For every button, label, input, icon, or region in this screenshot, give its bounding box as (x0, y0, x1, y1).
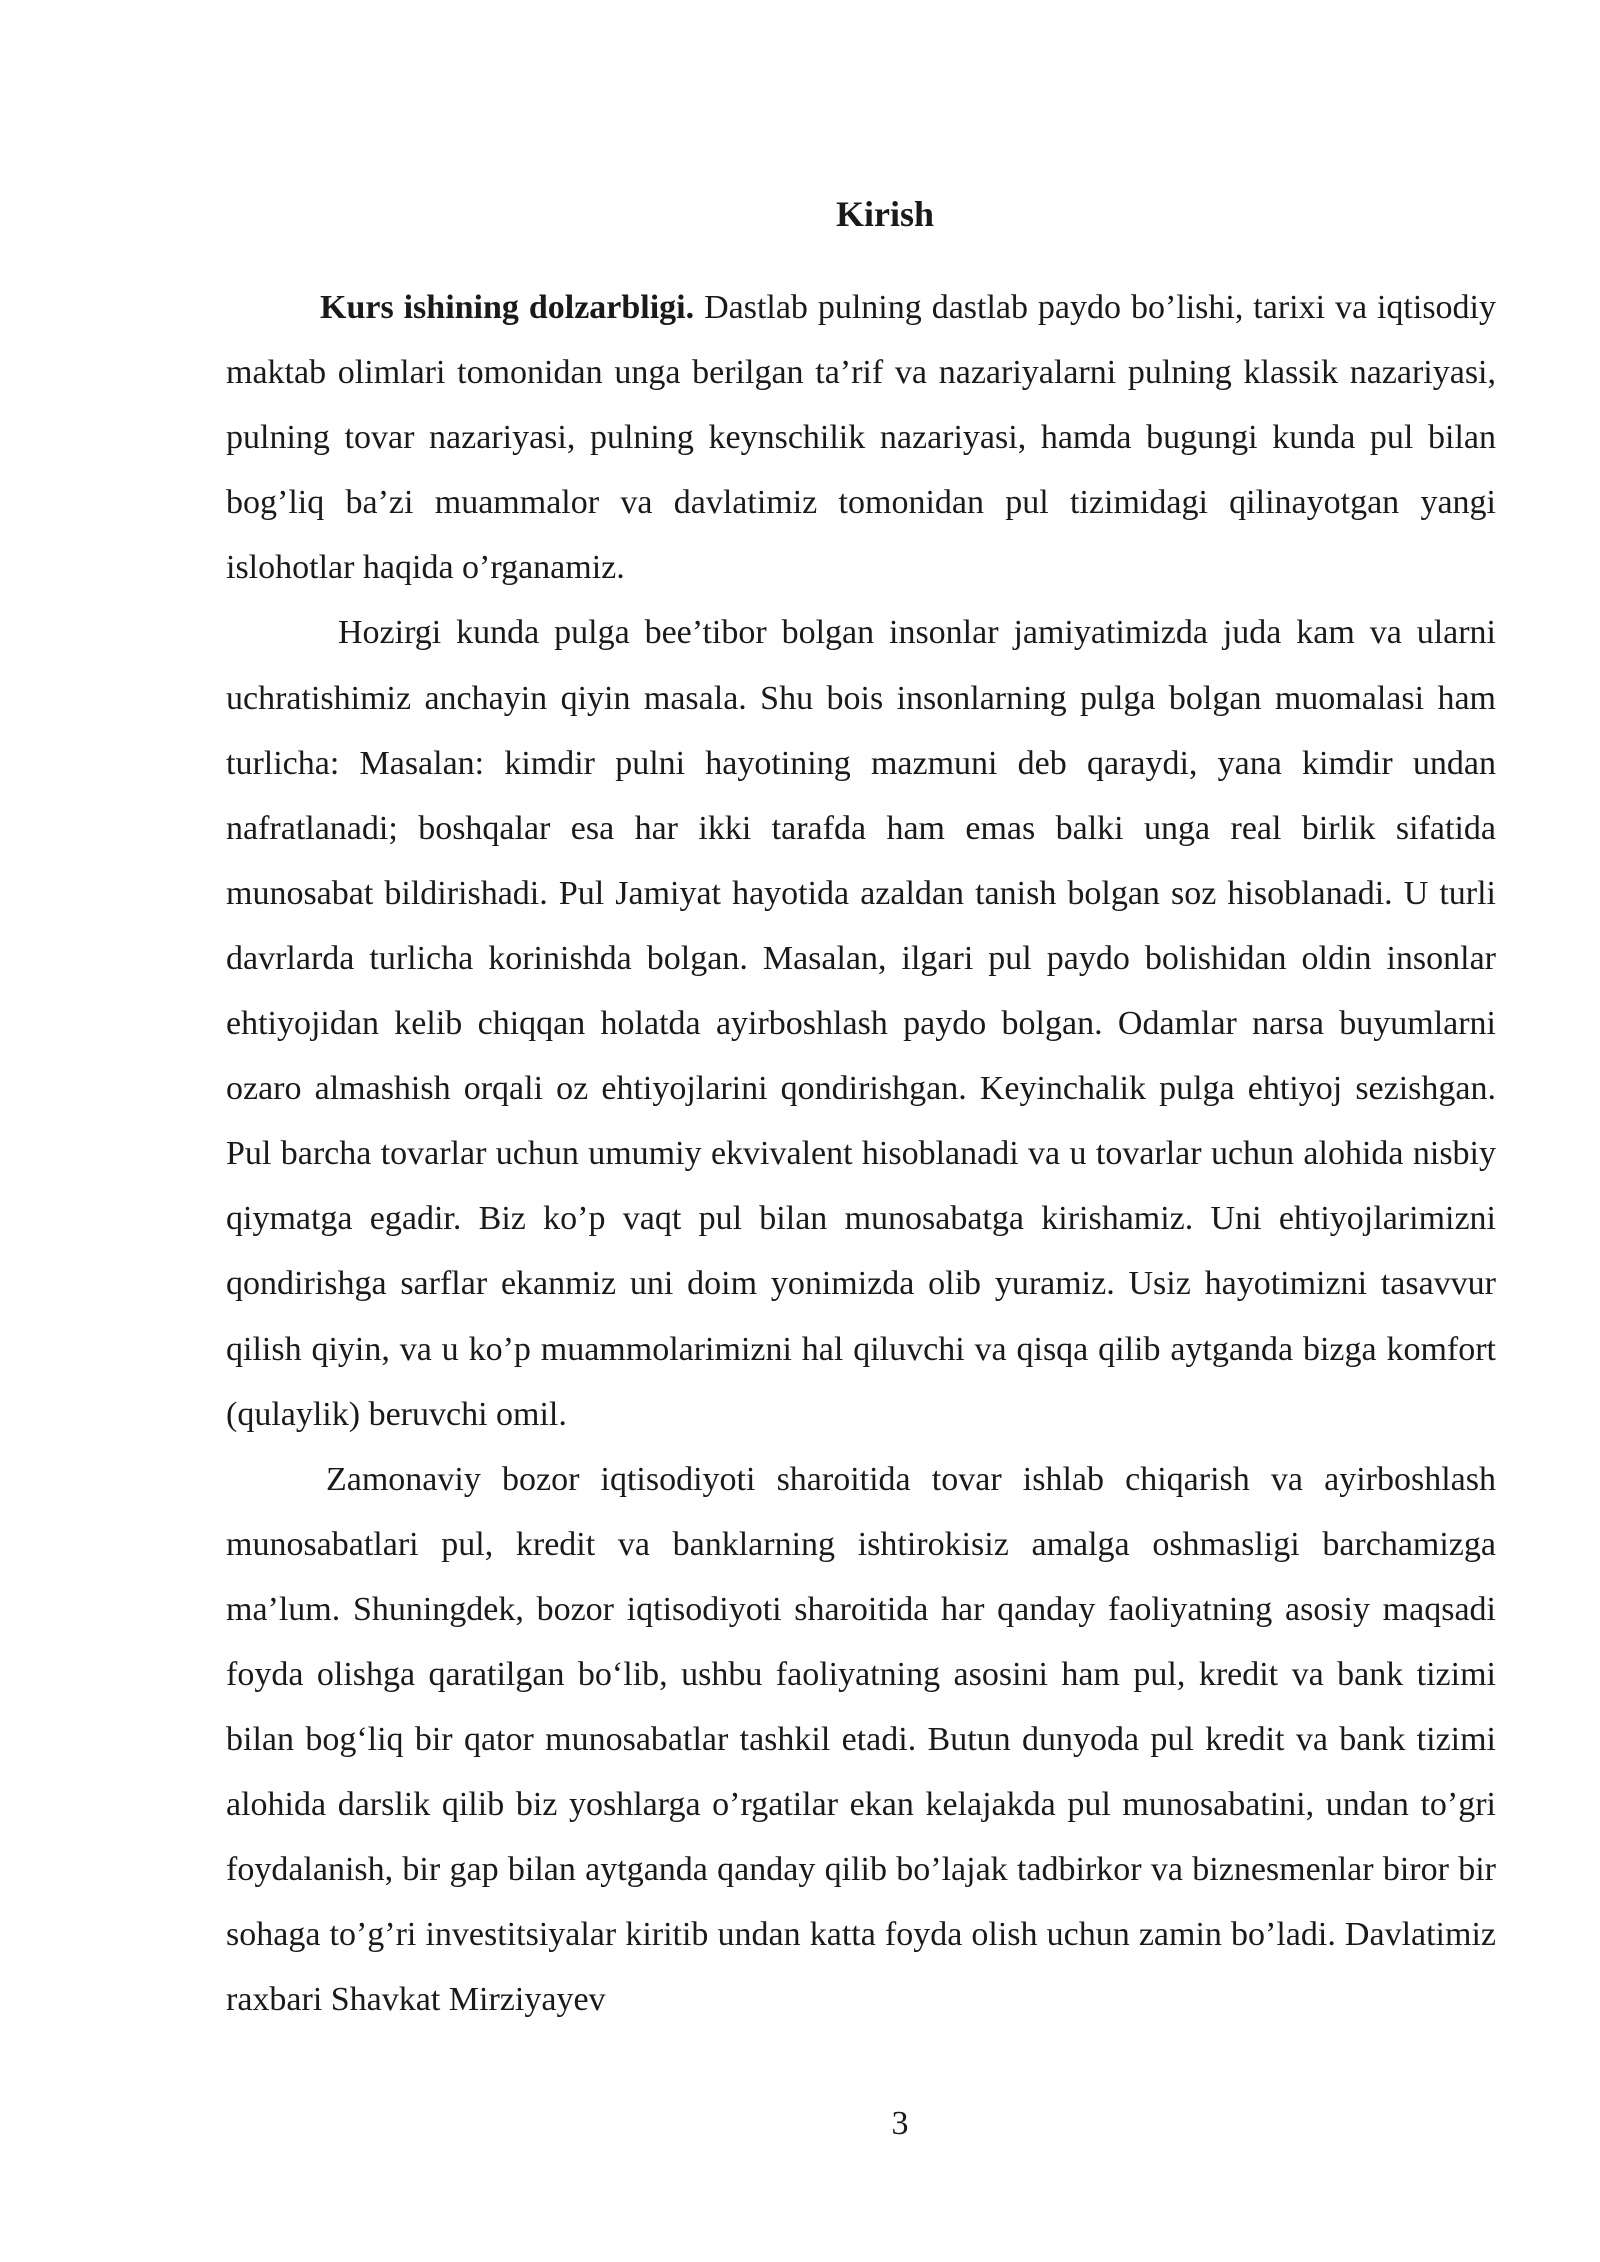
paragraph-2: Hozirgi kunda pulga bee’tibor bolgan insonlar jamiyatimizda juda kam va ularni uchratishimiz anchayin qiyin masala. Shu bois insonlarning pulga bolgan muomalasi ham turlicha: Masalan: kimdir pulni hayotining mazmuni deb qaraydi, yana kimdir undan nafratlanadi; boshqalar esa har ikki tarafda ham emas balki unga real birlik sifatida munosabat bildirishadi. Pul Jamiyat hayotida azaldan tanish bolgan soz hisoblanadi. U turli davrlarda turlicha korinishda bolgan. Masalan, ilgari pul paydo bolishidan oldin insonlar ehtiyojidan kelib chiqqan holatda ayirboshlash paydo bolgan. Odamlar narsa buyumlarni ozaro almashish orqali oz ehtiyojlarini qondirishgan. Keyinchalik pulga ehtiyoj sezishgan. Pul barcha tovarlar uchun umumiy ekvivalent hisoblanadi va u tovarlar uchun alohida nisbiy qiymatga egadir. Biz ko’p vaqt pul bilan munosabatga kirishamiz. Uni ehtiyojlarimizni qondirishga sarflar ekanmiz uni doim yonimizda olib yuramiz. Usiz hayotimizni tasavvur qilish qiyin, va u ko’p muammolarimizni hal qiluvchi va qisqa qilib aytganda bizga komfort (qulaylik) beruvchi omil. (226, 614, 1496, 1433)
paragraph-3: Zamonaviy bozor iqtisodiyoti sharoitida tovar ishlab chiqarish va ayirboshlash munosabatlari pul, kredit va banklarning ishtirokisiz amalga oshmasligi barchamizga ma’lum. Shuningdek, bozor iqtisodiyoti sharoitida har qanday faoliyatning asosiy maqsadi foyda olishga qaratilgan bo‘lib, ushbu faoliyatning asosini ham pul, kredit va bank tizimi bilan bog‘liq bir qator munosabatlar tashkil etadi. Butun dunyoda pul kredit va bank tizimi alohida darslik qilib biz yoshlarga o’rgatilar ekan kelajakda pul munosabatini, undan to’gri foydalanish, bir gap bilan aytganda qanday qilib bo’lajak tadbirkor va biznesmenlar biror bir sohaga to’g’ri investitsiyalar kiritib undan katta foyda olish uchun zamin bo’ladi. Davlatimiz raxbari Shavkat Mirziyayev (226, 1460, 1496, 2019)
paragraph-1-text: Dastlab pulning dastlab paydo bo’lishi, tarixi va iqtisodiy maktab olimlari tomonidan unga berilgan ta’rif va nazariyalarni pulning klassik nazariyasi, pulning tovar nazariyasi, pulning keynschilik nazariyasi, hamda bugungi kunda pul bilan bog’liq ba’zi muammalor va davlatimiz tomonidan pul tizimidagi qilinayotgan yangi islohotlar haqida o’rganamiz. (226, 289, 1497, 587)
body-text (226, 275, 1496, 2033)
paragraph-1 (226, 275, 1496, 600)
page-number: 3 (891, 2105, 909, 2142)
section-title: Kirish (835, 194, 934, 234)
paragraph-1-lead: Kurs ishining dolzarbligi. (320, 289, 695, 326)
